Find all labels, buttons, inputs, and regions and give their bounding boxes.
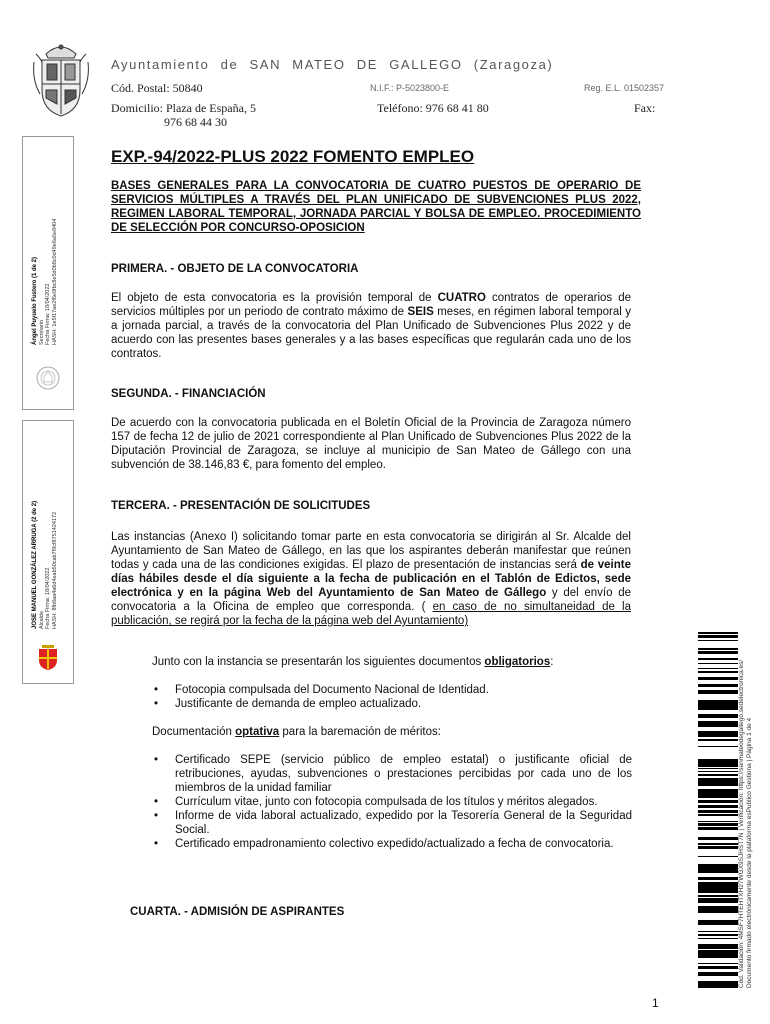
barcode-bar (698, 805, 738, 808)
section-heading-primera: PRIMERA. - OBJETO DE LA CONVOCATORIA (111, 263, 359, 275)
paragraph-tercera: Las instancias (Anexo I) solicitando tomar parte en esta convocatoria se dirigirán al Sr. Alcalde del Ayuntamiento de San Mateo de Gállego, en las que los aspirantes deberán manifestar que reúnen todas y cada una de las condiciones exigidas. El plazo de presentación de instancias será de veinte días hábiles desde el día siguiente a la fecha de publicación en el Tablón de Edictos, sede electrónica y en la página Web del Ayuntamiento de San Mateo de Gállego y del envío de convocatoria a la Oficina de empleo que corresponda. ( en caso de no simultaneidad de la publicación, se regirá por la fecha de la página web del Ayuntamiento) (111, 531, 631, 627)
registro: Reg. E.L. 01502357 (584, 83, 665, 93)
barcode-bar (698, 707, 738, 710)
barcode-bar (698, 700, 738, 701)
barcode-bar (698, 944, 738, 946)
barcode-bar (698, 717, 738, 718)
barcode-bar (698, 827, 738, 828)
barcode-bar (698, 956, 738, 958)
list-item: • Certificado empadronamiento colectivo expedido/actualizado a fecha de convocatoria. (152, 837, 632, 851)
fax-label: Fax: (634, 101, 656, 115)
barcode-bar (698, 760, 738, 762)
shield-emblem-icon (37, 643, 59, 671)
barcode-bar (698, 934, 738, 936)
signature-box-1 (22, 136, 74, 410)
barcode-bar (698, 668, 738, 669)
list-item: • Fotocopia compulsada del Documento Nacional de Identidad. (152, 683, 632, 697)
barcode-bar (698, 658, 738, 660)
barcode-bar (698, 690, 738, 692)
barcode-bar (698, 734, 738, 736)
barcode-bar (698, 671, 738, 672)
barcode-bar (698, 739, 738, 741)
bases-title: BASES GENERALES PARA LA CONVOCATORIA DE CUATRO PUESTOS DE OPERARIO DE SERVICIOS MÚLTIPLES A TRAVÉS DEL PLAN UNIFICADO DE SUBVENCIONES PLUS 2022, REGIMEN LABORAL TEMPORAL, JORNADA PARCIAL Y BOLSA DE EMPLEO. PROCEDIMIENTO DE SELECCIÓN POR CONCURSO-OPOSICION (111, 180, 641, 234)
barcode-bar (698, 726, 738, 727)
signature-1-text: Ángel Puyuelo Fustero (1 de 2) Secretario Fecha Firma: 18/04/2022 HASH: 1e5f17ae2f6e0fbc8e5d0b8c0d49e6a5e8404 (32, 218, 58, 345)
barcode-bar (698, 800, 738, 803)
barcode (698, 632, 738, 988)
paragraph-primera: El objeto de esta convocatoria es la provisión temporal de CUATRO contratos de operarios de servicios múltiples por un periodo de contrato máximo de SEIS meses, en régimen laboral temporal y a jornada parcial, a través de la convocatoria del Plan Unificado de Subvenciones Plus 2022 y de acuerdo con las presentes bases generales y a las bases específicas que regularán cada uno de los contratos. (111, 292, 632, 360)
domicilio: Domicilio: Plaza de España, 5 (111, 101, 256, 115)
barcode-bar (698, 764, 738, 767)
barcode-bar (698, 640, 738, 641)
barcode-bar (698, 721, 738, 722)
signature-box-2 (22, 420, 74, 684)
section-heading-segunda: SEGUNDA. - FINANCIACIÓN (111, 388, 266, 400)
barcode-bar (698, 651, 738, 654)
barcode-bar (698, 981, 738, 982)
barcode-bar (698, 632, 738, 634)
barcode-bar (698, 810, 738, 813)
barcode-bar (698, 791, 738, 794)
list-item: • Certificado SEPE (servicio público de empleo estatal) o justificante oficial de retribuciones, ayudas, subvenciones o prestaciones percibidas por cada uno de los miembros de la unidad familiar (152, 753, 632, 795)
barcode-bar (698, 888, 738, 889)
barcode-bar (698, 867, 738, 868)
barcode-bar (698, 684, 738, 687)
barcode-bar (698, 963, 738, 964)
barcode-bar (698, 920, 738, 922)
barcode-bar (698, 778, 738, 779)
barcode-bar (698, 828, 738, 829)
barcode-bar (698, 704, 738, 707)
barcode-bar (698, 771, 738, 772)
coat-of-arms-logo (30, 40, 92, 118)
signature-2-text: JOSE MANUEL GONZÁLEZ ARRUGA (2 de 2) Alcalde Fecha Firma: 18/04/2022 HASH: 8fb8aa4a6d4eab50cab7f9cf8751424172 (32, 500, 58, 629)
list-item: • Justificante de demanda de empleo actualizado. (152, 697, 632, 711)
barcode-bar (698, 946, 738, 949)
barcode-bar (698, 868, 738, 871)
header-title: Ayuntamiento de SAN MATEO DE GALLEGO (Zaragoza) (111, 57, 554, 72)
barcode-bar (698, 938, 738, 939)
barcode-bar (698, 878, 738, 880)
barcode-bar (698, 846, 738, 847)
barcode-bar (698, 724, 738, 726)
barcode-bar (698, 677, 738, 680)
section-heading-cuarta: CUARTA. - ADMISIÓN DE ASPIRANTES (130, 906, 345, 918)
barcode-bar (698, 789, 738, 791)
obligatorios-list (152, 683, 632, 711)
barcode-bar (698, 950, 738, 953)
barcode-bar (698, 966, 738, 969)
verification-text: Cód. Validación: 4MSF7HTEHTXH27WGX9SJHST7N | Verificación: https://sanmateodegallego.sedelectronica.es/ Documento firmado electrónicamente desde la plataforma esPublico Gestiona | Página 1 de 4 (738, 659, 753, 988)
barcode-bar (698, 784, 738, 786)
barcode-bar (698, 796, 738, 798)
barcode-bar (698, 987, 738, 988)
barcode-bar (698, 931, 738, 932)
barcode-bar (698, 984, 738, 987)
barcode-bar (698, 901, 738, 903)
barcode-bar (698, 898, 738, 901)
barcode-bar (698, 672, 738, 673)
list-item: • Informe de vida laboral actualizado, expedido por la Tesorería General de la Seguridad Social. (152, 809, 632, 837)
barcode-bar (698, 843, 738, 845)
barcode-bar (698, 794, 738, 796)
optativos-list (152, 753, 632, 851)
postal-code: Cód. Postal: 50840 (111, 81, 203, 95)
barcode-bar (698, 877, 738, 878)
barcode-bar (698, 911, 738, 913)
barcode-bar (698, 974, 738, 976)
barcode-bar (698, 823, 738, 826)
barcode-bar (698, 692, 738, 694)
nif: N.I.F.: P-5023800-E (370, 83, 450, 93)
barcode-bar (698, 837, 738, 840)
barcode-bar (698, 889, 738, 890)
barcode-bar (698, 982, 738, 984)
barcode-bar (698, 972, 738, 974)
barcode-bar (698, 663, 738, 664)
barcode-bar (698, 856, 738, 857)
barcode-bar (698, 922, 738, 925)
barcode-bar (698, 774, 738, 776)
barcode-bar (698, 906, 738, 908)
page-number: 1 (652, 996, 659, 1010)
fax-number: 976 68 44 30 (164, 115, 227, 129)
barcode-bar (698, 648, 738, 650)
list-item: • Currículum vitae, junto con fotocopia compulsada de los títulos y méritos alegados. (152, 795, 632, 809)
barcode-bar (698, 882, 738, 885)
barcode-bar (698, 847, 738, 849)
barcode-bar (698, 871, 738, 873)
barcode-bar (698, 821, 738, 822)
section-heading-tercera: TERCERA. - PRESENTACIÓN DE SOLICITUDES (111, 500, 371, 512)
optativa-text: Documentación optativa para la baremación de méritos: (152, 726, 441, 738)
barcode-bar (698, 637, 738, 638)
barcode-bar (698, 635, 738, 637)
barcode-bar (698, 768, 738, 769)
barcode-bar (698, 781, 738, 784)
barcode-bar (698, 722, 738, 724)
barcode-bar (698, 895, 738, 897)
barcode-bar (698, 885, 738, 888)
junto-text: Junto con la instancia se presentarán los siguientes documentos obligatorios: (152, 656, 554, 668)
barcode-bar (698, 731, 738, 734)
barcode-bar (698, 829, 738, 830)
paragraph-segunda: De acuerdo con la convocatoria publicada en el Boletín Oficial de la Provincia de Zaragoza número 157 de fecha 12 de julio de 2021 correspondiente al Plan Unificado de Subvenciones Plus 2022 de la Diputación Provincial de Zaragoza, se incluye al municipio de San Mateo de Gállego con una subvención de 38.146,83 €, para fomento del empleo. (111, 417, 631, 471)
barcode-bar (698, 701, 738, 704)
seal-icon (35, 365, 61, 391)
barcode-bar (698, 890, 738, 893)
barcode-bar (698, 953, 738, 956)
barcode-bar (698, 762, 738, 764)
barcode-bar (698, 814, 738, 816)
barcode-bar (698, 714, 738, 717)
telefono: Teléfono: 976 68 41 80 (377, 101, 489, 115)
barcode-bar (698, 864, 738, 867)
expediente-title: EXP.-94/2022-PLUS 2022 FOMENTO EMPLEO (111, 147, 475, 166)
barcode-bar (698, 908, 738, 911)
barcode-bar (698, 759, 738, 760)
barcode-bar (698, 746, 738, 747)
barcode-bar (698, 736, 738, 737)
barcode-bar (698, 779, 738, 781)
